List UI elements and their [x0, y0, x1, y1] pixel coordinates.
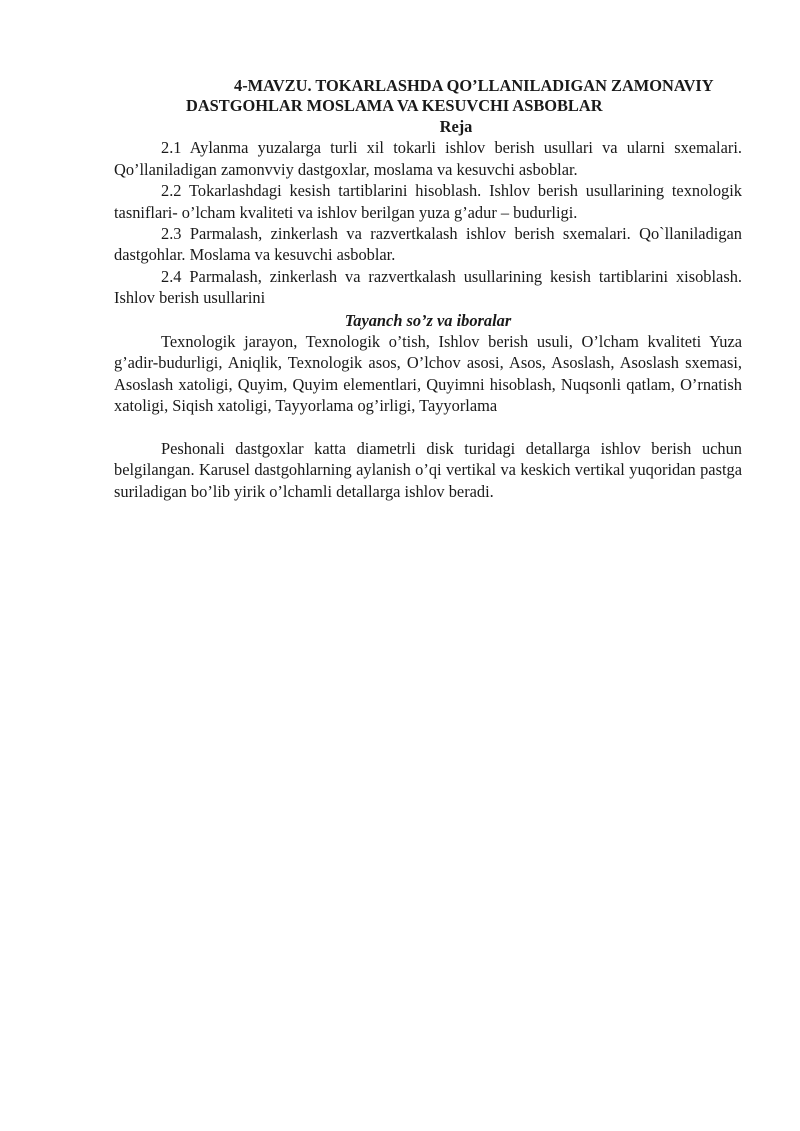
document-page	[114, 76, 742, 502]
keywords-heading: Tayanch so’z va iboralar	[344, 310, 512, 330]
keywords-paragraph: Texnologik jarayon, Texnologik o’tish, Ishlov berish usuli, O’lcham kvaliteti Yuza g’adir-budurligi, Aniqlik, Texnologik asos, O’lchov asosi, Asos, Asoslash, Asoslash sxemasi, Asoslash xatoligi, Quyim, Quyim elementlari, Quyimni hisoblash, Nuqsonli qatlam, O’rnatish xatoligi, Siqish xatoligi, Tayyorlama og’irligi, Tayyorlama	[114, 332, 742, 416]
plan-item-2-1: 2.1 Aylanma yuzalarga turli xil tokarli ishlov berish usullari va ularni sxemalari. Qo’llaniladigan zamonvviy dastgoxlar, moslama va kesuvchi asboblar.	[114, 138, 742, 179]
plan-heading: Reja	[439, 117, 473, 136]
paragraph-spacer	[114, 417, 742, 438]
title-line-2: DASTGOHLAR MOSLAMA VA KESUVCHI ASBOBLAR	[186, 95, 603, 115]
plan-item-2-3: 2.3 Parmalash, zinkerlash va razvertkalash ishlov berish sxemalari. Qo`llaniladigan dastgohlar. Moslama va kesuvchi asboblar.	[114, 224, 742, 265]
document-title	[114, 76, 742, 115]
plan-item-2-2: 2.2 Tokarlashdagi kesish tartiblarini hisoblash. Ishlov berish usullarining texnologik tasniflari- o’lcham kvaliteti va ishlov berilgan yuza g’adur – budurligi.	[114, 181, 742, 222]
plan-item-2-4: 2.4 Parmalash, zinkerlash va razvertkalash usullarining kesish tartiblarini xisoblash. Ishlov berish usullarini	[114, 266, 742, 308]
title-line-1: 4-MAVZU. TOKARLASHDA QO’LLANILADIGAN ZAMONAVIY	[234, 76, 714, 95]
body-paragraph: Peshonali dastgoxlar katta diametrli disk turidagi detallarga ishlov berish uchun belgilangan. Karusel dastgohlarning aylanish o’qi vertikal va keskich vertikal yuqoridan pastga suriladigan bo’lib yirik o’lchamli detallarga ishlov beradi.	[114, 438, 742, 501]
